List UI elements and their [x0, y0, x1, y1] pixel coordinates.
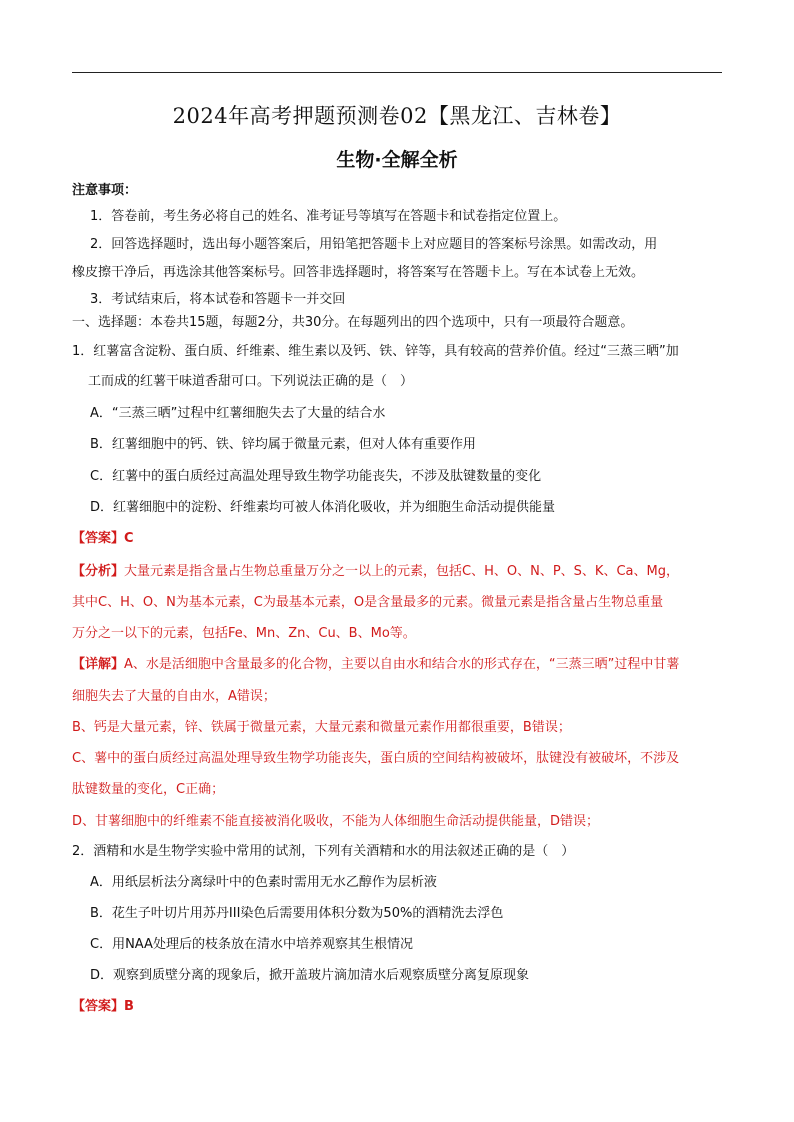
q2-answer-line	[72, 998, 732, 1016]
notice-item-3: 3．考试结束后，将本试卷和答题卡一并交回	[90, 292, 346, 307]
page-title: 2024年高考押题预测卷02【黑龙江、吉林卷】	[172, 104, 622, 128]
q1-analysis-line1	[72, 563, 732, 581]
q2-option-b: B．花生子叶切片用苏丹III染色后需要用体积分数为50%的酒精洗去浮色	[90, 906, 504, 921]
q2-option-d: D．观察到质壁分离的现象后，掀开盖玻片滴加清水后观察质壁分离复原现象	[90, 968, 530, 983]
q1-stem-line2: 工而成的红薯干味道香甜可口。下列说法正确的是（ ）	[88, 374, 414, 389]
q2-stem: 2．酒精和水是生物学实验中常用的试剂，下列有关酒精和水的用法叙述正确的是（ ）	[72, 844, 575, 859]
page-subtitle: 生物·全解全析	[336, 149, 458, 171]
section-heading: 一、选择题：本卷共15题，每题2分，共30分。在每题列出的四个选项中，只有一项最符合题意。	[72, 315, 634, 330]
q1-detail-line4: C、薯中的蛋白质经过高温处理导致生物学功能丧失，蛋白质的空间结构被破坏，肽键没有被破坏，不涉及	[72, 751, 680, 766]
q1-detail-line3: B、钙是大量元素，锌、铁属于微量元素，大量元素和微量元素作用都很重要，B错误；	[72, 720, 571, 735]
notice-item-1: 1．答卷前，考生务必将自己的姓名、准考证号等填写在答题卡和试卷指定位置上。	[90, 209, 567, 224]
q1-stem-line1: 1．红薯富含淀粉、蛋白质、纤维素、维生素以及钙、铁、锌等，具有较高的营养价值。经过“三蒸三晒”加	[72, 344, 679, 359]
q1-answer-tag: 【答案】	[72, 531, 125, 546]
notice-heading: 注意事项：	[72, 183, 138, 198]
q2-option-c: C．用NAA处理后的枝条放在清水中培养观察其生根情况	[90, 937, 413, 952]
q2-answer-value: B	[124, 999, 134, 1014]
header-rule	[72, 72, 722, 73]
notice-item-2-cont: 橡皮擦干净后，再选涂其他答案标号。回答非选择题时，将答案写在答题卡上。写在本试卷上无效。	[72, 265, 645, 280]
q1-option-d: D．红薯细胞中的淀粉、纤维素均可被人体消化吸收，并为细胞生命活动提供能量	[90, 500, 556, 515]
q1-detail-line2: 细胞失去了大量的自由水，A错误；	[72, 689, 276, 704]
q1-answer-value: C	[124, 531, 134, 546]
q1-detail-tag: 【详解】	[72, 657, 125, 672]
q1-analysis-text-1: 大量元素是指含量占生物总重量万分之一以上的元素，包括C、H、O、N、P、S、K、Ca、Mg，	[124, 564, 679, 579]
q1-analysis-tag: 【分析】	[72, 564, 125, 579]
q2-answer-tag: 【答案】	[72, 999, 125, 1014]
q1-detail-line6: D、甘薯细胞中的纤维素不能直接被消化吸收，不能为人体细胞生命活动提供能量，D错误；	[72, 814, 600, 829]
q1-detail-line5: 肽键数量的变化，C正确；	[72, 782, 225, 797]
q1-option-c: C．红薯中的蛋白质经过高温处理导致生物学功能丧失，不涉及肽键数量的变化	[90, 469, 542, 484]
q2-option-a: A．用纸层析法分离绿叶中的色素时需用无水乙醇作为层析液	[90, 875, 437, 890]
notice-item-2: 2．回答选择题时，选出每小题答案后，用铅笔把答题卡上对应题目的答案标号涂黑。如需改动，用	[90, 237, 658, 252]
q1-detail-text-1: A、水是活细胞中含量最多的化合物，主要以自由水和结合水的形式存在，“三蒸三晒”过程中甘薯	[124, 657, 680, 672]
q1-detail-line1	[72, 656, 732, 674]
q1-analysis-line3: 万分之一以下的元素，包括Fe、Mn、Zn、Cu、B、Mo等。	[72, 626, 416, 641]
q1-answer-line	[72, 530, 732, 548]
q1-analysis-line2: 其中C、H、O、N为基本元素，C为最基本元素，O是含量最多的元素。微量元素是指含量占生物总重量	[72, 595, 664, 610]
q1-option-a: A．“三蒸三晒”过程中红薯细胞失去了大量的结合水	[90, 406, 386, 421]
q1-option-b: B．红薯细胞中的钙、铁、锌均属于微量元素，但对人体有重要作用	[90, 437, 476, 452]
